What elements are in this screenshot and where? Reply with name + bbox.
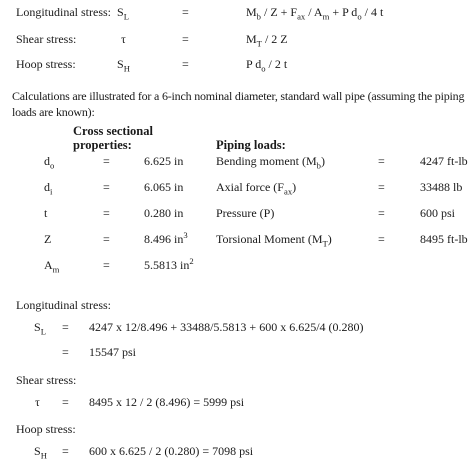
calc-heading-hoop: Hoop stress: <box>16 422 76 436</box>
property-value: 8.496 $in^3$ <box>144 230 188 246</box>
calc-shear-line <box>0 396 474 412</box>
calc-symbol: $S_H$ <box>34 444 47 461</box>
table-row <box>0 230 474 249</box>
formula-equals: = <box>182 57 189 71</box>
calc-equals: = <box>62 444 69 458</box>
formula-symbol: τ <box>121 32 126 46</box>
calc-expression: 8495 x 12 / 2 (8.496) = 5999 psi <box>89 395 245 409</box>
property-symbol: $A_m$ <box>44 258 60 275</box>
formula-symbol: $S_L$ <box>117 5 129 22</box>
load-value: 33488 lb <box>420 180 463 194</box>
table-row <box>0 207 474 223</box>
load-equals: = <box>378 232 385 246</box>
calc-heading-longitudinal: Longitudinal stress: <box>16 298 111 312</box>
load-value: 4247 ft-lb <box>420 154 468 168</box>
formula-hoop <box>0 58 474 74</box>
formula-label: Shear stress: <box>16 32 77 46</box>
calc-heading-shear: Shear stress: <box>16 373 77 387</box>
table-row <box>0 181 474 197</box>
table-row <box>0 155 474 171</box>
load-name: Pressure (P) <box>216 206 275 220</box>
calc-equals: = <box>62 395 69 409</box>
formula-symbol: $S_H$ <box>117 57 130 74</box>
load-value: 600 psi <box>420 206 456 220</box>
property-equals: = <box>103 258 110 272</box>
load-name: Torsional Moment $(M_T)$ <box>216 232 332 249</box>
property-symbol: Z <box>44 232 52 246</box>
property-equals: = <box>103 206 110 220</box>
calc-longitudinal-result <box>0 346 474 362</box>
calc-equals: = <box>62 345 69 359</box>
calc-symbol: τ <box>35 395 40 409</box>
property-equals: = <box>103 154 110 168</box>
intro-paragraph: Calculations are illustrated for a 6-inch nominal diameter, standard wall pipe (assuming the piping loads are known): <box>12 89 465 119</box>
load-name: Axial force $(F_{ax})$ <box>216 180 297 197</box>
calc-equals: = <box>62 320 69 334</box>
formula-expression: P $d_o / 2$ t <box>246 57 288 74</box>
formula-expression: $M_T / 2$ Z <box>246 32 288 49</box>
property-value: 0.280 in <box>144 206 184 220</box>
calc-symbol: $S_L$ <box>34 320 46 337</box>
property-symbol: t <box>44 206 48 220</box>
property-symbol: $d_i$ <box>44 180 53 197</box>
property-value: 6.625 in <box>144 154 184 168</box>
formula-label: Longitudinal stress: <box>16 5 111 19</box>
formula-label: Hoop stress: <box>16 57 76 71</box>
heading-piping-loads: Piping loads: <box>216 138 286 152</box>
load-equals: = <box>378 206 385 220</box>
property-value: 5.5813 $in^2$ <box>144 256 194 272</box>
table-row <box>0 256 474 275</box>
calc-hoop-line <box>0 445 474 461</box>
property-value: 6.065 in <box>144 180 184 194</box>
calc-longitudinal-line <box>0 321 474 337</box>
load-equals: = <box>378 180 385 194</box>
formula-equals: = <box>182 32 189 46</box>
formula-equals: = <box>182 5 189 19</box>
calc-expression: 600 x 6.625 / 2 (0.280) = 7098 psi <box>89 444 254 458</box>
property-equals: = <box>103 232 110 246</box>
property-symbol: $d_o$ <box>44 154 55 171</box>
calc-result: 15547 psi <box>89 345 137 359</box>
load-equals: = <box>378 154 385 168</box>
heading-cross-sectional: Cross sectional properties: <box>73 124 153 152</box>
calc-expression: 4247 x 12/8.496 + 33488/5.5813 + 600 x 6.625/4 (0.280) <box>89 320 364 334</box>
formula-longitudinal <box>0 6 474 22</box>
formula-shear <box>0 33 474 49</box>
property-equals: = <box>103 180 110 194</box>
formula-expression: $M_b / Z + F_{ax} / A_m + P$ $d_o / 4$ t <box>246 5 384 22</box>
load-value: 8495 ft-lb <box>420 232 468 246</box>
load-name: Bending moment $(M_b)$ <box>216 154 325 171</box>
